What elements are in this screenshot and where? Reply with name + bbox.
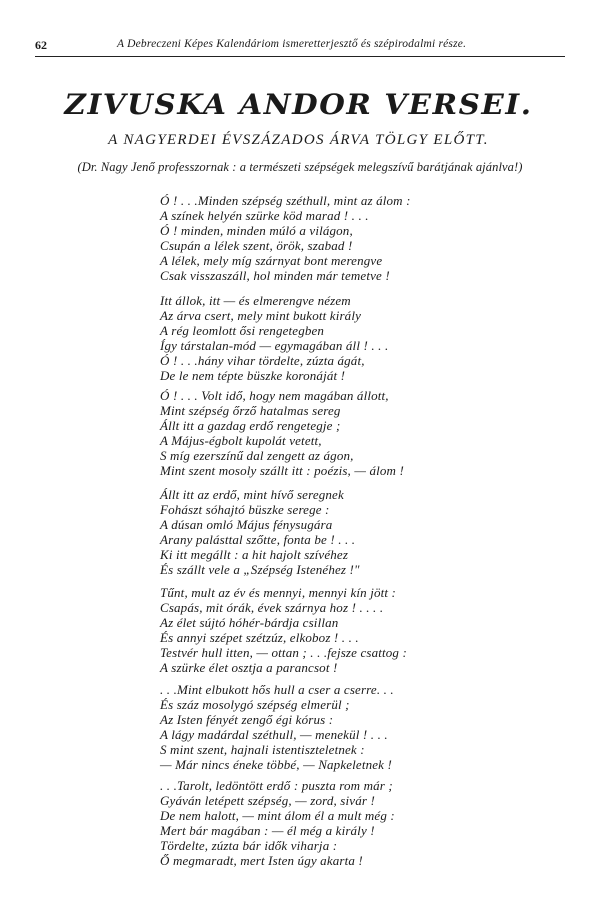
verse-line: Csapás, mit órák, évek szárnya hoz ! . . . . [160,600,384,615]
verse-line: Az élet sújtó hóhér-bárdja csillan [160,615,339,630]
verse-line: Csupán a lélek szent, örök, szabad ! [160,238,353,253]
verse-line: A lágy madárdal széthull, — menekül ! . . . [160,727,388,742]
verse-line: A színek helyén szürke köd marad ! . . . [160,208,369,223]
verse-line: És száz mosolygó szépség elmerül ; [160,697,350,712]
verse-line: Az árva csert, mely mint bukott király [160,308,362,323]
verse-line: Ó ! . . .Minden szépség széthull, mint az álom : [160,193,411,208]
verse-line: Ó ! minden, minden múló a világon, [160,223,353,238]
verse-line: Tördelte, zúzta bár idők viharja : [160,838,338,853]
poem-collection-title: ZIVUSKA ANDOR VERSEI. [64,88,533,121]
verse-line: A szürke élet osztja a parancsot ! [160,660,338,675]
verse-line: De le nem tépte büszke koronáját ! [160,368,346,383]
verse-line: És szállt vele a „Szépség Istenéhez !" [160,562,360,577]
stanza-4 [160,487,580,577]
page-number: 62 [35,38,47,52]
verse-line: Gyáván letépett szépség, — zord, sivár ! [160,793,375,808]
header-rule [35,56,565,57]
verse-line: Mint szépség őrző hatalmas sereg [160,403,341,418]
poem-title: A NAGYERDEI ÉVSZÁZADOS ÁRVA TÖLGY ELŐTT. [108,132,489,148]
verse-line: . . .Mint elbukott hős hull a cser a cserre. . . [160,682,394,697]
verse-line: A dúsan omló Május fénysugára [160,517,333,532]
verse-line: De nem halott, — mint álom él a mult még : [160,808,395,823]
running-head-text: A Debreczeni Képes Kalendáriom ismeretterjesztő és szépirodalmi része. [117,38,467,50]
verse-line: S mint szent, hajnali istentiszteletnek : [160,742,365,757]
verse-line: A rég leomlott ősi rengetegben [160,323,325,338]
stanza-1 [160,193,580,283]
verse-line: Ki itt megállt : a hit hajolt szívéhez [160,547,349,562]
verse-line: A Május-égbolt kupolát vetett, [160,433,322,448]
stanza-3 [160,388,580,478]
verse-line: Állt itt a gazdag erdő rengetegje ; [160,418,341,433]
stanza-7 [160,778,580,868]
verse-line: Tűnt, mult az év és mennyi, mennyi kín jött : [160,585,397,600]
verse-line: Mint szent mosoly szállt itt : poézis, — álom ! [160,463,404,478]
verse-line: Ó ! . . . Volt idő, hogy nem magában állott, [160,388,389,403]
verse-line: Állt itt az erdő, mint hívő seregnek [160,487,344,502]
verse-line: Csak visszaszáll, hol minden már temetve ! [160,268,390,283]
verse-line: S míg ezerszínű dal zengett az ágon, [160,448,354,463]
verse-line: Így társtalan-mód — egymagában áll ! . . . [160,338,389,353]
verse-line: — Már nincs éneke többé, — Napkeletnek ! [160,757,392,772]
verse-line: . . .Tarolt, ledöntött erdő : puszta rom már ; [160,778,393,793]
dedication: (Dr. Nagy Jenő professzornak : a természeti szépségek melegszívű barátjának ajánlva!) [77,160,523,174]
verse-line: Az Isten fényét zengő égi kórus : [160,712,334,727]
running-header [35,35,565,55]
stanza-2 [160,293,580,383]
verse-line: A lélek, mely míg szárnyat bont merengve [160,253,383,268]
verse-line: Mert bár magában : — él még a király ! [160,823,375,838]
verse-line: Ó ! . . .hány vihar tördelte, zúzta ágát, [160,353,365,368]
stanza-6 [160,682,580,772]
verse-line: És annyi szépet szétzúz, elkoboz ! . . . [160,630,359,645]
verse-line: Fohászt sóhajtó büszke serege : [160,502,330,517]
verse-line: Itt állok, itt — és elmerengve nézem [160,293,351,308]
verse-line: Testvér hull itten, — ottan ; . . .fejsze csattog : [160,645,407,660]
verse-line: Ő megmaradt, mert Isten úgy akarta ! [160,853,363,868]
verse-line: Arany palásttal szőtte, fonta be ! . . . [160,532,356,547]
stanza-5 [160,585,580,675]
